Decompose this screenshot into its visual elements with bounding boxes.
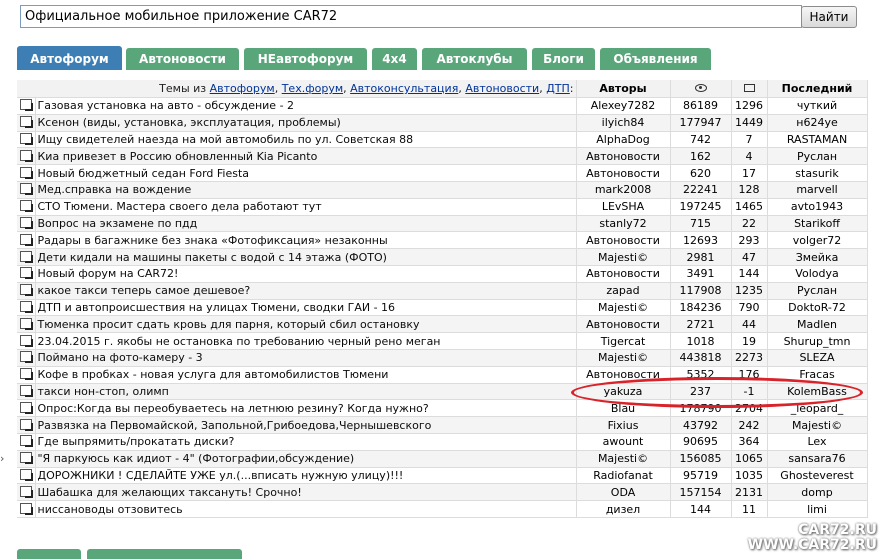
topic-author[interactable]: дизел <box>576 501 670 518</box>
topic-author[interactable]: yakuza <box>576 383 670 400</box>
table-row[interactable] <box>17 131 867 148</box>
topic-last-poster[interactable]: Madlen <box>767 316 867 333</box>
topic-title[interactable]: Шабашка для желающих таксануть! Срочно! <box>35 484 576 501</box>
goto-last-post-icon[interactable] <box>20 217 32 228</box>
topic-replies: 2273 <box>731 349 767 366</box>
topic-title[interactable]: Где выпрямить/прокатать диски? <box>35 433 576 450</box>
topic-replies: 293 <box>731 232 767 249</box>
topic-views: 237 <box>670 383 731 400</box>
topic-title[interactable]: Вопрос на экзамене по пдд <box>35 215 576 232</box>
topic-author[interactable]: Автоновости <box>576 265 670 282</box>
table-row[interactable] <box>17 265 867 282</box>
goto-last-post-icon[interactable] <box>20 469 32 480</box>
topic-views: 86189 <box>670 98 731 115</box>
goto-last-post-icon[interactable] <box>20 251 32 262</box>
topic-views: 144 <box>670 501 731 518</box>
tab-avtonovosti[interactable]: Автоновости <box>126 48 239 70</box>
watermark <box>748 523 877 553</box>
topic-replies: 11 <box>731 501 767 518</box>
table-row[interactable] <box>17 349 867 366</box>
table-row[interactable] <box>17 501 867 518</box>
topic-title[interactable]: такси нон-стоп, олимп <box>35 383 576 400</box>
topic-last-poster[interactable]: avto1943 <box>767 198 867 215</box>
tab-avtokluby[interactable]: Автоклубы <box>422 48 527 70</box>
topic-views: 43792 <box>670 417 731 434</box>
topic-replies: 7 <box>731 131 767 148</box>
category-link-avtoforum[interactable]: Автофорум <box>209 82 275 95</box>
topic-views: 184236 <box>670 299 731 316</box>
topic-last-poster[interactable]: stasurik <box>767 165 867 182</box>
topic-author[interactable]: Tigercat <box>576 333 670 350</box>
topic-last-poster[interactable]: Majesti© <box>767 417 867 434</box>
tab-4x4[interactable]: 4x4 <box>372 48 417 70</box>
topic-author[interactable]: Автоновости <box>576 366 670 383</box>
topic-title[interactable]: Опрос:Когда вы переобуваетесь на летнюю резину? Когда нужно? <box>35 400 576 417</box>
topic-author[interactable]: Radiofanat <box>576 467 670 484</box>
tab-avtoforum[interactable]: Автофорум <box>17 46 122 70</box>
topic-title[interactable]: Дети кидали на машины пакеты с водой с 14 этажа (ФОТО) <box>35 249 576 266</box>
topic-last-poster[interactable]: marvell <box>767 181 867 198</box>
topic-views: 117908 <box>670 282 731 299</box>
topic-views: 1018 <box>670 333 731 350</box>
topic-replies: 22 <box>731 215 767 232</box>
expand-arrow-icon[interactable]: › <box>0 452 5 465</box>
topic-views: 2721 <box>670 316 731 333</box>
goto-last-post-icon[interactable] <box>20 368 32 379</box>
topic-author[interactable]: Majesti© <box>576 450 670 467</box>
topic-replies: 1465 <box>731 198 767 215</box>
topic-author[interactable]: Автоновости <box>576 165 670 182</box>
topic-last-poster[interactable]: sansara76 <box>767 450 867 467</box>
topic-title[interactable]: "Я паркуюсь как идиот - 4" (Фотографии,обсуждение) <box>35 450 576 467</box>
topics-prefix: Темы из <box>159 82 207 95</box>
goto-last-post-icon[interactable] <box>20 351 32 362</box>
category-link-news[interactable]: Автоновости <box>465 82 540 95</box>
topic-title[interactable]: Поймано на фото-камеру - 3 <box>35 349 576 366</box>
topic-replies: 128 <box>731 181 767 198</box>
goto-last-post-icon[interactable] <box>20 150 32 161</box>
goto-last-post-icon[interactable] <box>20 167 32 178</box>
category-link-dtp[interactable]: ДТП <box>546 82 570 95</box>
topic-title[interactable]: Новый бюджетный седан Ford Fiesta <box>35 165 576 182</box>
topic-last-poster[interactable]: Starikoff <box>767 215 867 232</box>
topic-title[interactable]: Газовая установка на авто - обсуждение - 2 <box>35 98 576 115</box>
topic-views: 95719 <box>670 467 731 484</box>
topic-replies: 1065 <box>731 450 767 467</box>
topic-last-poster[interactable]: Змейка <box>767 249 867 266</box>
forum-tabs <box>17 46 885 70</box>
topic-views: 178790 <box>670 400 731 417</box>
topic-replies: 1449 <box>731 114 767 131</box>
goto-last-post-icon[interactable] <box>20 200 32 211</box>
table-row[interactable] <box>17 249 867 266</box>
goto-last-post-icon[interactable] <box>20 284 32 295</box>
search-bar <box>20 5 865 29</box>
topic-author[interactable]: Автоновости <box>576 232 670 249</box>
goto-last-post-icon[interactable] <box>20 267 32 278</box>
topic-replies: 1235 <box>731 282 767 299</box>
topic-title[interactable]: 23.04.2015 г. якобы не остановка по требованию черный рено меган <box>35 333 576 350</box>
topic-replies: -1 <box>731 383 767 400</box>
tab-neavtoforum[interactable]: НЕавтофорум <box>244 48 367 70</box>
table-row[interactable] <box>17 198 867 215</box>
tab-obyavleniya[interactable]: Объявления <box>600 48 711 70</box>
topic-views: 156085 <box>670 450 731 467</box>
goto-last-post-icon[interactable] <box>20 452 32 463</box>
table-row[interactable] <box>17 333 867 350</box>
goto-last-post-icon[interactable] <box>20 133 32 144</box>
goto-last-post-icon[interactable] <box>20 335 32 346</box>
topic-replies: 44 <box>731 316 767 333</box>
topic-replies: 2131 <box>731 484 767 501</box>
goto-last-post-icon[interactable] <box>20 116 32 127</box>
topic-replies: 790 <box>731 299 767 316</box>
topic-last-poster[interactable]: limi <box>767 501 867 518</box>
topic-last-poster[interactable]: domp <box>767 484 867 501</box>
table-row[interactable] <box>17 366 867 383</box>
table-row[interactable] <box>17 467 867 484</box>
topic-views: 162 <box>670 148 731 165</box>
tab-blogi[interactable]: Блоги <box>532 48 595 70</box>
category-link-techforum[interactable]: Тех.форум <box>281 82 344 95</box>
topic-replies: 242 <box>731 417 767 434</box>
topic-author[interactable]: awount <box>576 433 670 450</box>
topic-views: 177947 <box>670 114 731 131</box>
comment-icon <box>744 84 755 92</box>
topic-views: 90695 <box>670 433 731 450</box>
topic-title[interactable]: Мед.справка на вождение <box>35 181 576 198</box>
watermark-url: WWW.CAR72.RU <box>747 537 877 553</box>
topic-views: 443818 <box>670 349 731 366</box>
topic-author[interactable]: AlphaDog <box>576 131 670 148</box>
topic-title[interactable]: какое такси теперь самое дешевое? <box>35 282 576 299</box>
topic-views: 742 <box>670 131 731 148</box>
topic-replies: 364 <box>731 433 767 450</box>
table-row[interactable] <box>17 232 867 249</box>
topic-replies: 17 <box>731 165 767 182</box>
topic-last-poster[interactable]: н624уе <box>767 114 867 131</box>
topic-last-poster[interactable]: _leopard_ <box>767 400 867 417</box>
topic-last-poster[interactable]: KolemBass <box>767 383 867 400</box>
topic-author[interactable]: zapad <box>576 282 670 299</box>
replies-header <box>731 80 767 98</box>
topic-title[interactable]: СТО Тюмени. Мастера своего дела работают тут <box>35 198 576 215</box>
topic-author[interactable]: LEvSHA <box>576 198 670 215</box>
table-row[interactable] <box>17 316 867 333</box>
topic-last-poster[interactable]: Volodya <box>767 265 867 282</box>
topic-last-poster[interactable]: Руслан <box>767 148 867 165</box>
topic-last-poster[interactable]: volger72 <box>767 232 867 249</box>
topic-last-poster[interactable]: Lex <box>767 433 867 450</box>
topic-title[interactable]: Ищу свидетелей наезда на мой автомобиль по ул. Советская 88 <box>35 131 576 148</box>
table-row[interactable] <box>17 114 867 131</box>
goto-last-post-icon[interactable] <box>20 503 32 514</box>
table-row[interactable] <box>17 383 867 400</box>
eye-icon <box>695 84 707 92</box>
topic-title[interactable]: Кофе в пробках - новая услуга для автомобилистов Тюмени <box>35 366 576 383</box>
topic-author[interactable]: Blau <box>576 400 670 417</box>
table-row[interactable] <box>17 165 867 182</box>
topic-author[interactable]: ODA <box>576 484 670 501</box>
topic-last-poster[interactable]: Ghosteverest <box>767 467 867 484</box>
topic-author[interactable]: Majesti© <box>576 249 670 266</box>
goto-last-post-icon[interactable] <box>20 419 32 430</box>
bottom-tab-left[interactable] <box>17 549 81 559</box>
topic-author[interactable]: Alexey7282 <box>576 98 670 115</box>
topic-title[interactable]: ДОРОЖНИКИ ! СДЕЛАЙТЕ УЖЕ ул.(...вписать нужную улицу)!!! <box>35 467 576 484</box>
topic-views: 3491 <box>670 265 731 282</box>
last-header: Последний <box>767 80 867 98</box>
topic-author[interactable]: Majesti© <box>576 349 670 366</box>
topic-views: 197245 <box>670 198 731 215</box>
topic-author[interactable]: stanly72 <box>576 215 670 232</box>
topic-title[interactable]: Новый форум на CAR72! <box>35 265 576 282</box>
topic-last-poster[interactable]: RASTAMAN <box>767 131 867 148</box>
goto-last-post-icon[interactable] <box>20 402 32 413</box>
goto-last-post-icon[interactable] <box>20 234 32 245</box>
topic-replies: 19 <box>731 333 767 350</box>
topic-last-poster[interactable]: чуткий <box>767 98 867 115</box>
topic-author[interactable]: mark2008 <box>576 181 670 198</box>
topic-views: 2981 <box>670 249 731 266</box>
topic-replies: 2704 <box>731 400 767 417</box>
topic-last-poster[interactable]: SLEZA <box>767 349 867 366</box>
topic-title[interactable]: Ксенон (виды, установка, эксплуатация, проблемы) <box>35 114 576 131</box>
topic-views: 12693 <box>670 232 731 249</box>
topic-replies: 1035 <box>731 467 767 484</box>
topic-views: 715 <box>670 215 731 232</box>
table-row[interactable] <box>17 148 867 165</box>
views-header <box>670 80 731 98</box>
goto-last-post-icon[interactable] <box>20 435 32 446</box>
table-row[interactable] <box>17 484 867 501</box>
bottom-tab-right[interactable] <box>87 549 242 559</box>
topic-author[interactable]: Majesti© <box>576 299 670 316</box>
watermark-logo-text: CAR72.RU <box>798 522 877 538</box>
table-row[interactable] <box>17 215 867 232</box>
topic-views: 22241 <box>670 181 731 198</box>
topics-table <box>17 80 868 518</box>
topic-author[interactable]: Автоновости <box>576 148 670 165</box>
topic-title[interactable]: ДТП и автопроисшествия на улицах Тюмени, сводки ГАИ - 16 <box>35 299 576 316</box>
topic-last-poster[interactable]: Руслан <box>767 282 867 299</box>
table-header <box>17 80 867 98</box>
topic-replies: 1296 <box>731 98 767 115</box>
search-button[interactable]: Найти <box>801 6 857 28</box>
table-row[interactable] <box>17 400 867 417</box>
topic-replies: 176 <box>731 366 767 383</box>
topic-replies: 4 <box>731 148 767 165</box>
goto-last-post-icon[interactable] <box>20 301 32 312</box>
table-row[interactable] <box>17 433 867 450</box>
table-row[interactable] <box>17 98 867 115</box>
table-row[interactable] <box>17 417 867 434</box>
topic-title[interactable]: ниссановоды отзовитесь <box>35 501 576 518</box>
table-row[interactable] <box>17 299 867 316</box>
topic-last-poster[interactable]: Shurup_tmn <box>767 333 867 350</box>
topic-title[interactable]: Радары в багажнике без знака «Фотофиксация» незаконны <box>35 232 576 249</box>
topic-title[interactable]: Развязка на Первомайской, Запольной,Грибоедова,Чернышевского <box>35 417 576 434</box>
category-link-consult[interactable]: Автоконсультация <box>350 82 459 95</box>
topic-author[interactable]: ilyich84 <box>576 114 670 131</box>
authors-header: Авторы <box>576 80 670 98</box>
topic-author[interactable]: Fixius <box>576 417 670 434</box>
table-row[interactable] <box>17 450 867 467</box>
topics-header: Темы из Автофорум, Тех.форум, Автоконсультация, Автоновости, ДТП: <box>17 80 576 98</box>
topic-last-poster[interactable]: DoktoR-72 <box>767 299 867 316</box>
table-row[interactable] <box>17 282 867 299</box>
goto-last-post-icon[interactable] <box>20 486 32 497</box>
table-row[interactable] <box>17 181 867 198</box>
goto-last-post-icon[interactable] <box>20 318 32 329</box>
search-input[interactable] <box>20 5 802 28</box>
topic-title[interactable]: Киа привезет в Россию обновленный Kia Picanto <box>35 148 576 165</box>
goto-last-post-icon[interactable] <box>20 99 32 110</box>
topic-replies: 47 <box>731 249 767 266</box>
topic-views: 620 <box>670 165 731 182</box>
topic-views: 157154 <box>670 484 731 501</box>
topic-title[interactable]: Тюменка просит сдать кровь для парня, который сбил остановку <box>35 316 576 333</box>
goto-last-post-icon[interactable] <box>20 183 32 194</box>
goto-last-post-icon[interactable] <box>20 385 32 396</box>
topic-author[interactable]: Автоновости <box>576 316 670 333</box>
topic-last-poster[interactable]: Fracas <box>767 366 867 383</box>
topic-views: 5352 <box>670 366 731 383</box>
topic-replies: 144 <box>731 265 767 282</box>
